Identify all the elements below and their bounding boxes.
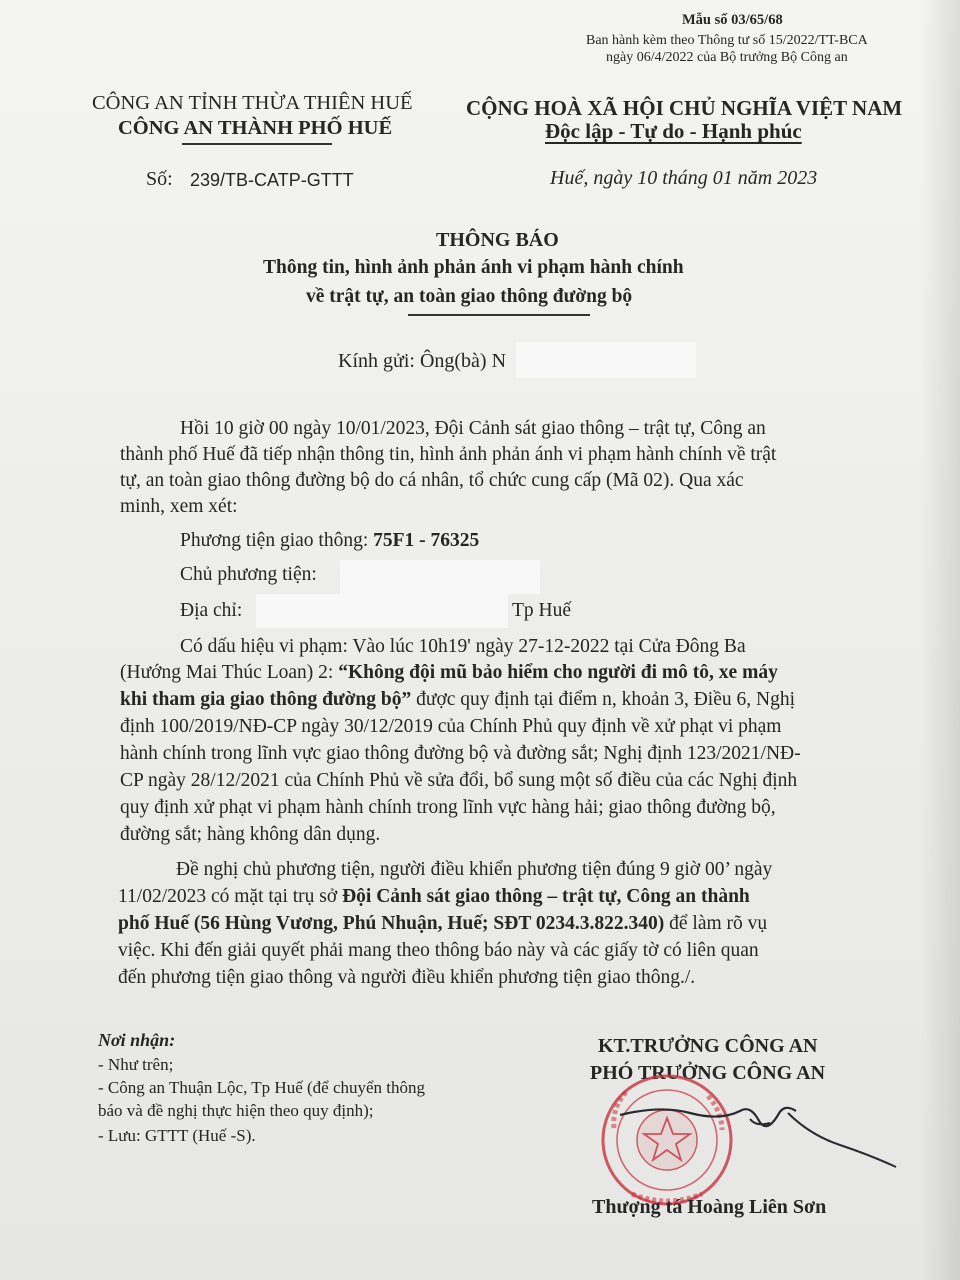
body-p1-line4: minh, xem xét: [120,496,238,517]
recipients-item-4: - Lưu: GTTT (Huế -S). [98,1126,256,1145]
handwritten-signature-icon [600,1075,900,1185]
body-p2-line1: Có dấu hiệu vi phạm: Vào lúc 10h19' ngày 27-12-2022 tại Cửa Đông Ba [180,636,746,657]
motto: Độc lập - Tự do - Hạnh phúc [545,119,802,143]
doc-number-label: Số: [146,168,173,190]
recipients-item-1: - Như trên; [98,1055,174,1074]
purpose-text: để làm rõ vụ [664,913,768,934]
redacted-recipient-name [516,342,696,378]
violation-location: (Hướng Mai Thúc Loan) 2: [120,662,339,683]
notice-title: THÔNG BÁO [436,229,559,251]
office-address: phố Huế (56 Hùng Vương, Phú Nhuận, Huế; SĐT 0234.3.822.340) [118,913,665,934]
body-p3-line4: việc. Khi đến giải quyết phải mang theo thông báo này và các giấy tờ có liên quan [118,940,759,961]
body-p1-line2: thành phố Huế đã tiếp nhận thông tin, hình ảnh phản ánh vi phạm hành chính về trật [120,444,777,465]
recipients-heading: Nơi nhận: [98,1030,176,1050]
redacted-owner [340,560,540,594]
body-p3-line2 [118,886,750,908]
body-p2-line3 [120,689,795,711]
body-p1-line1: Hồi 10 giờ 00 ngày 10/01/2023, Đội Cảnh sát giao thông – trật tự, Công an [180,418,766,439]
title-underline [408,314,590,316]
org-name: CÔNG AN THÀNH PHỐ HUẾ [118,117,393,139]
body-p3-line1: Đề nghị chủ phương tiện, người điều khiển phương tiện đúng 9 giờ 00’ ngày [176,859,773,880]
place-date: Huế, ngày 10 tháng 01 năm 2023 [550,167,818,189]
address-suffix: Tp Huế [512,600,572,621]
signature-line-1: KT.TRƯỞNG CÔNG AN [598,1035,818,1057]
form-code: Mẫu số 03/65/68 [682,12,783,28]
org-underline [182,143,332,145]
signer-name: Thượng tá Hoàng Liên Sơn [592,1196,827,1218]
vehicle-plate: 75F1 - 76325 [373,530,480,551]
body-p2-line2 [120,662,778,684]
body-p3-line3 [118,913,767,935]
form-issued-line2: ngày 06/4/2022 của Bộ trưởng Bộ Công an [606,50,848,65]
owner-label: Chủ phương tiện: [180,564,317,585]
body-p1-line3: tự, an toàn giao thông đường bộ do cá nhân, tổ chức cung cấp (Mã 02). Qua xác [120,470,744,491]
nation-title: CỘNG HOÀ XÃ HỘI CHỦ NGHĨA VIỆT NAM [466,96,903,120]
doc-number: 239/TB-CATP-GTTT [190,170,354,190]
body-p2-line4: định 100/2019/NĐ-CP ngày 30/12/2019 của Chính Phủ quy định về xử phạt vi phạm [120,716,782,737]
recipients-item-2: - Công an Thuận Lộc, Tp Huế (để chuyển thông [98,1078,426,1097]
body-p2-line8: đường sắt; hàng không dân dụng. [120,824,381,845]
office-name: Đội Cảnh sát giao thông – trật tự, Công an thành [342,886,750,907]
notice-subtitle-2: về trật tự, an toàn giao thông đường bộ [306,286,633,307]
notice-subtitle-1: Thông tin, hình ảnh phản ánh vi phạm hành chính [263,257,684,278]
body-p3-line5: đến phương tiện giao thông và người điều khiển phương tiện giao thông./. [118,967,696,988]
body-p2-line6: CP ngày 28/12/2021 của Chính Phủ về sửa đổi, bổ sung một số điều của các Nghị định [120,770,798,791]
vehicle-row [180,530,479,552]
appointment-date: 11/02/2023 có mặt tại trụ sở [118,886,343,907]
body-p2-line7: quy định xử phạt vi phạm hành chính trong lĩnh vực hàng hải; giao thông đường bộ, [120,797,776,818]
org-parent: CÔNG AN TỈNH THỪA THIÊN HUẾ [92,92,413,114]
address-label: Địa chỉ: [180,600,243,621]
violation-text-1: “Không đội mũ bảo hiểm cho người đi mô tô, xe máy [338,662,778,683]
recipients-item-3: báo và đề nghị thực hiện theo quy định); [98,1101,374,1120]
body-p2-line5: hành chính trong lĩnh vực giao thông đường bộ và đường sắt; Nghị định 123/2021/NĐ- [120,743,801,764]
redacted-address [256,594,508,628]
violation-text-2: khi tham gia giao thông đường bộ” [120,689,412,710]
legal-ref-1: được quy định tại điểm n, khoản 3, Điều 6, Nghị [411,689,795,710]
signature-line-2: PHÓ TRƯỞNG CÔNG AN [590,1062,826,1084]
vehicle-label: Phương tiện giao thông: [180,530,374,551]
recipient-salutation: Kính gửi: Ông(bà) N [338,350,507,372]
form-issued-line1: Ban hành kèm theo Thông tư số 15/2022/TT-BCA [586,33,868,48]
